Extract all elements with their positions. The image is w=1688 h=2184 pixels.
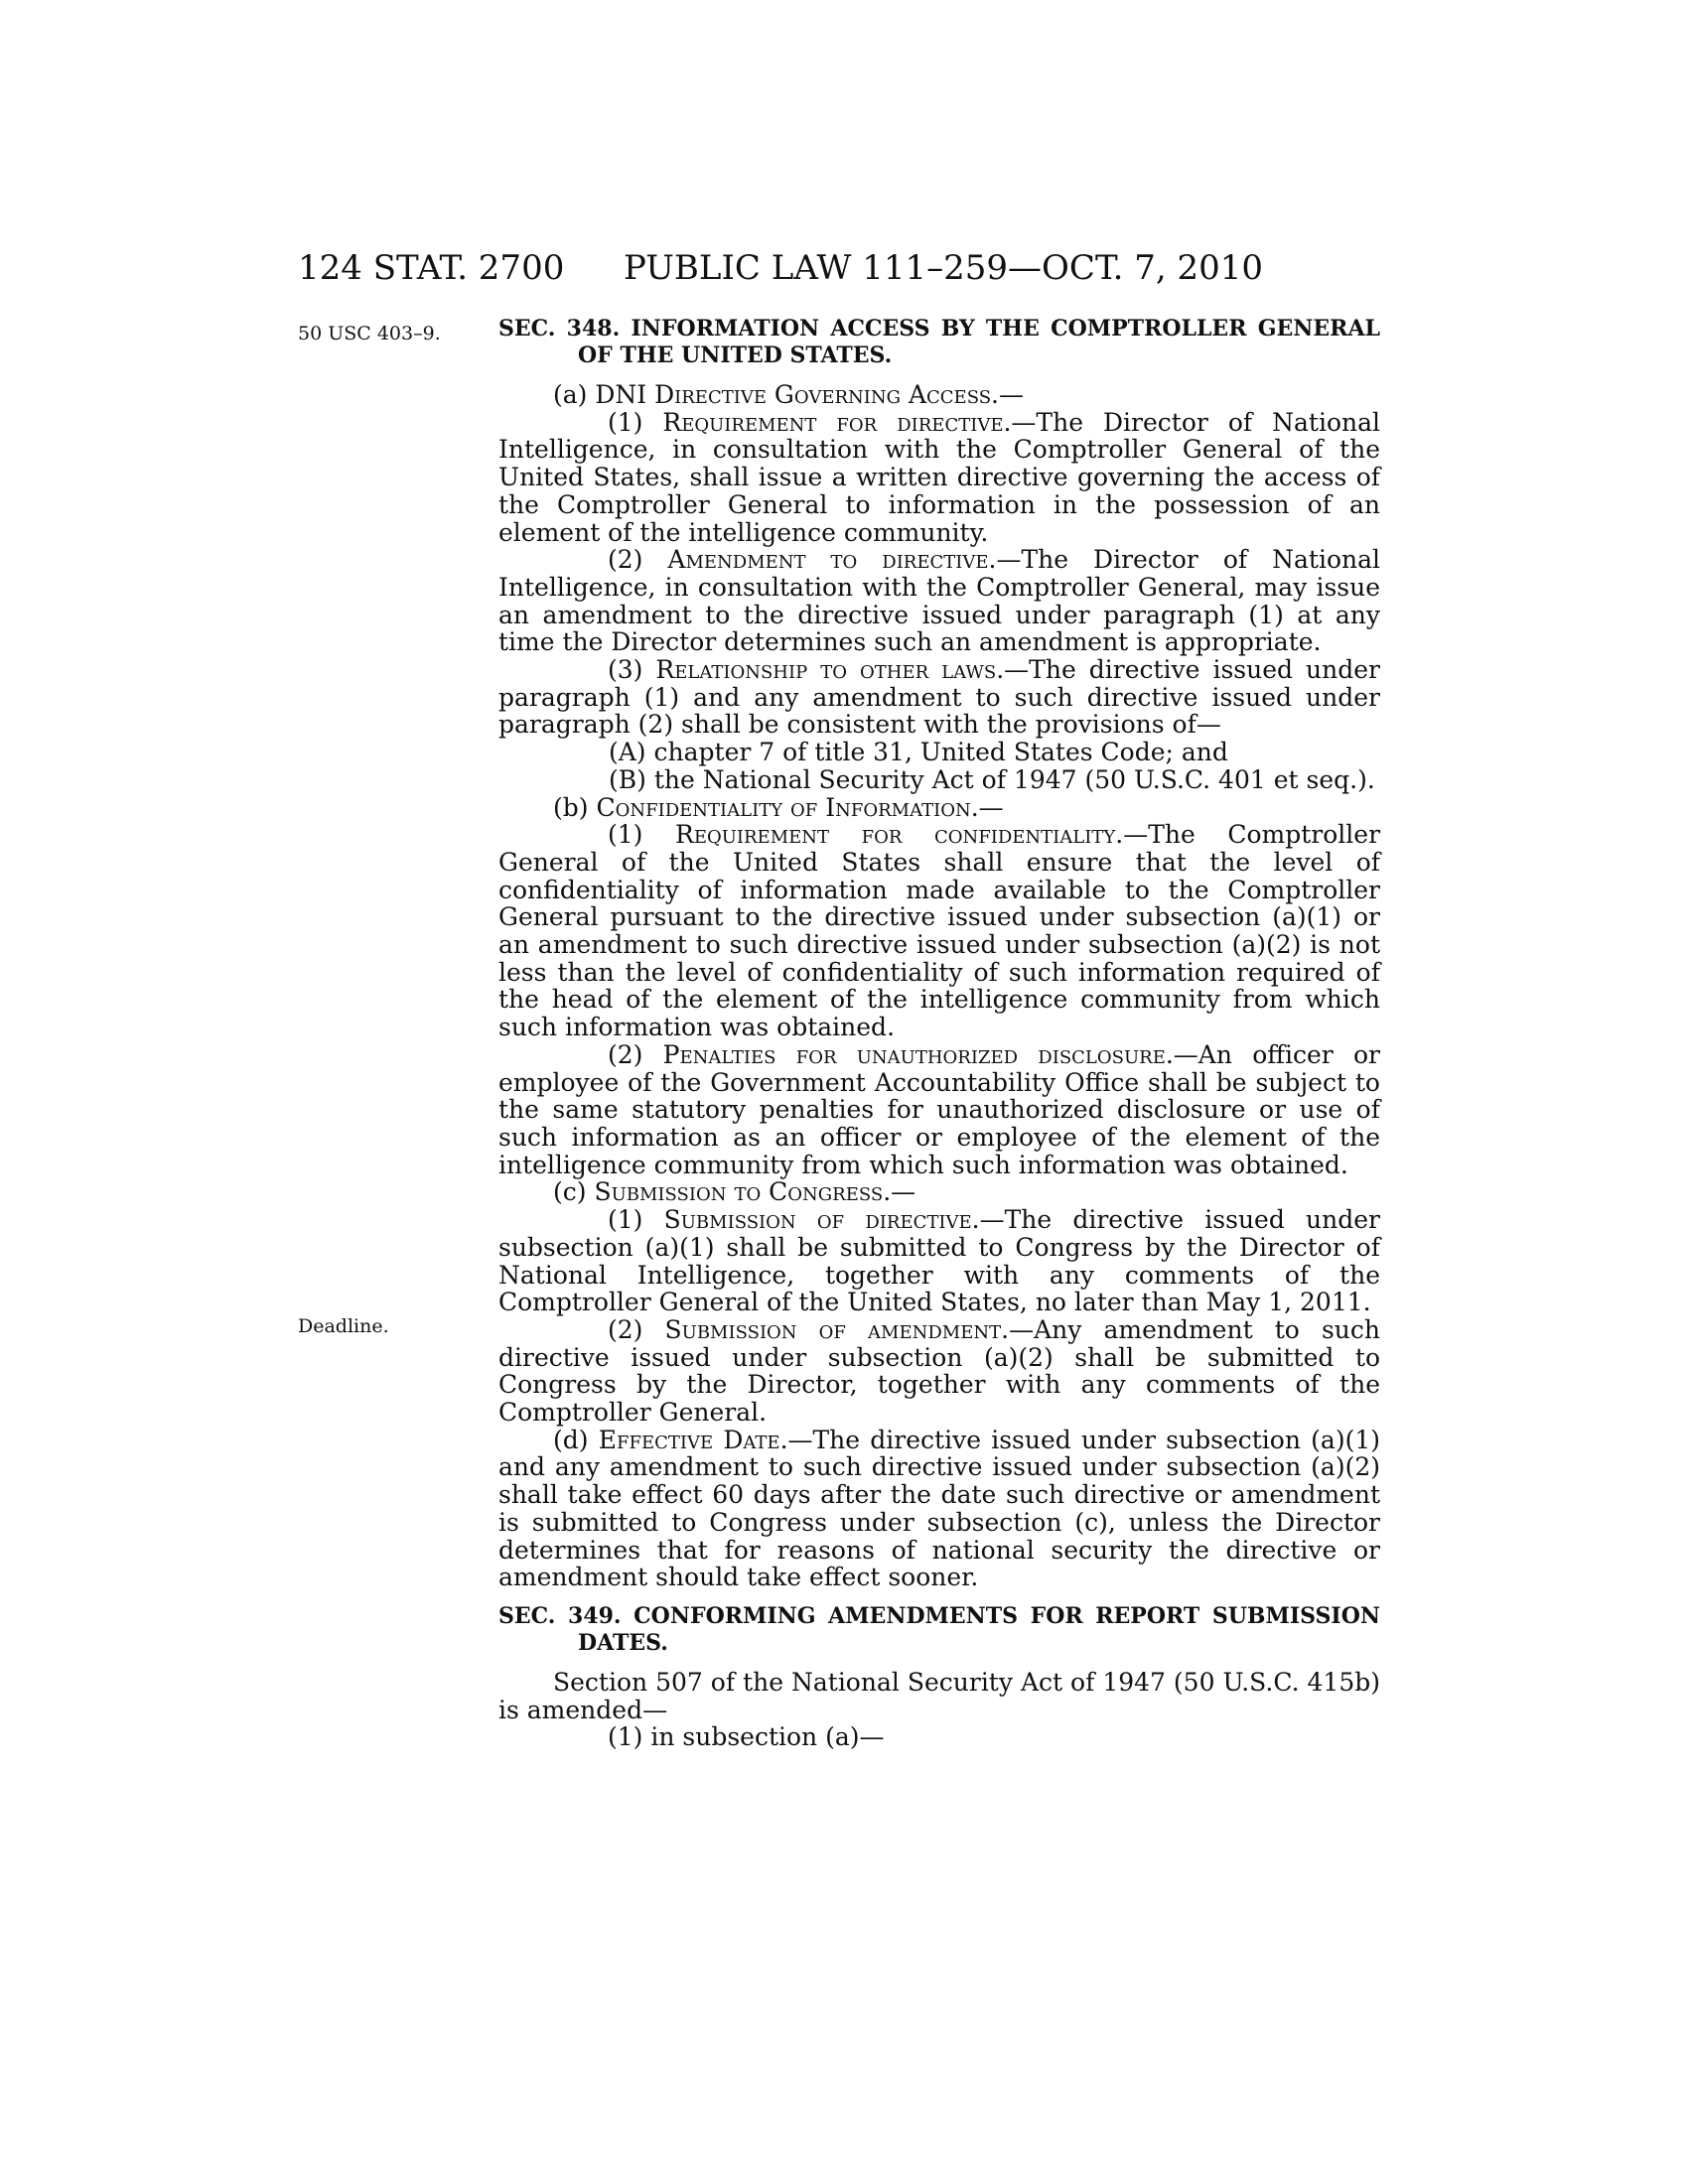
paragraph-a1: (1) Requirement for directive.—The Director of National Intelligence, in consultation with the Comptroller General of the United States, shall issue a written directive governing the access of the Comptroller General to information in the possession of an element of the intelligence community.: [498, 407, 1380, 547]
paragraph-b2: (2) Penalties for unauthorized disclosure.—An officer or employee of the Government Accountability Office shall be subject to the same statutory penalties for unauthorized disclosure or use of such information as an officer or employee of the element of the intelligence community from which such information was obtained.: [498, 1039, 1381, 1179]
subsection-d: (d) Effective Date.—The directive issued under subsection (a)(1) and any amendment to such directive issued under subsection (a)(2) shall take effect 60 days after the date such directive or amendment is submitted to Congress under subsection (c), unless the Director determines that for reasons of national security the directive or amendment should take effect sooner.: [498, 1425, 1380, 1592]
section-348-heading: SEC. 348. INFORMATION ACCESS BY THE COMPTROLLER GENERAL OF THE UNITED STATES.: [498, 316, 1380, 368]
subsection-c-heading: (c) Submission to Congress.—: [553, 1177, 916, 1207]
paragraph-c2: (2) Submission of amendment.—Any amendment to such directive issued under subsection (a)(2) shall be submitted to Congress by the Director, together with any comments of the Comptroller General.: [498, 1314, 1380, 1428]
subparagraph-a3-A: (A) chapter 7 of title 31, United States Code; and: [609, 738, 1228, 767]
paragraph-a3: (3) Relationship to other laws.—The directive issued under paragraph (1) and any amendment to such directive issued under paragraph (2) shall be consistent with the provisions of—: [498, 655, 1380, 740]
body-text-column: [498, 316, 1380, 1751]
subparagraph-a3-B: (B) the National Security Act of 1947 (50 U.S.C. 401 et seq.).: [609, 764, 1375, 794]
subsection-a-heading: (a) DNI Directive Governing Access.—: [553, 380, 1024, 409]
section-349-heading: SEC. 349. CONFORMING AMENDMENTS FOR REPORT SUBMISSION DATES.: [498, 1602, 1380, 1656]
paragraph-b1: (1) Requirement for confidentiality.—The Comptroller General of the United States shall ensure that the level of confidentiality of information made available to the Comptroller General pursuant to the directive issued under subsection (a)(1) or an amendment to such directive issued under subsection (a)(2) is not less than the level of confidentiality of such information required of the head of the element of the intelligence community from which such information was obtained.: [498, 820, 1381, 1042]
subsection-b-heading: (b) Confidentiality of Information.—: [553, 792, 1004, 822]
paragraph-c1: (1) Submission of directive.—The directive issued under subsection (a)(1) shall be submitted to Congress by the Director of National Intelligence, together with any comments of the Comptroller General of the United States, no later than May 1, 2011.: [498, 1205, 1381, 1317]
page-stat-reference: 124 STAT. 2700: [298, 248, 565, 288]
paragraph-a2: (2) Amendment to directive.—The Director of National Intelligence, in consultation with the Comptroller General, may issue an amendment to the directive issued under paragraph (1) at any time the Director determines such an amendment is appropriate.: [498, 545, 1381, 657]
running-header-title: PUBLIC LAW 111–259—OCT. 7, 2010: [624, 248, 1264, 288]
section-349-intro: Section 507 of the National Security Act of 1947 (50 U.S.C. 415b) is amended—: [498, 1667, 1380, 1724]
margin-note-deadline: Deadline.: [298, 1315, 389, 1337]
section-349-item-1: (1) in subsection (a)—: [608, 1722, 885, 1752]
margin-note-usc: 50 USC 403–9.: [298, 323, 441, 344]
